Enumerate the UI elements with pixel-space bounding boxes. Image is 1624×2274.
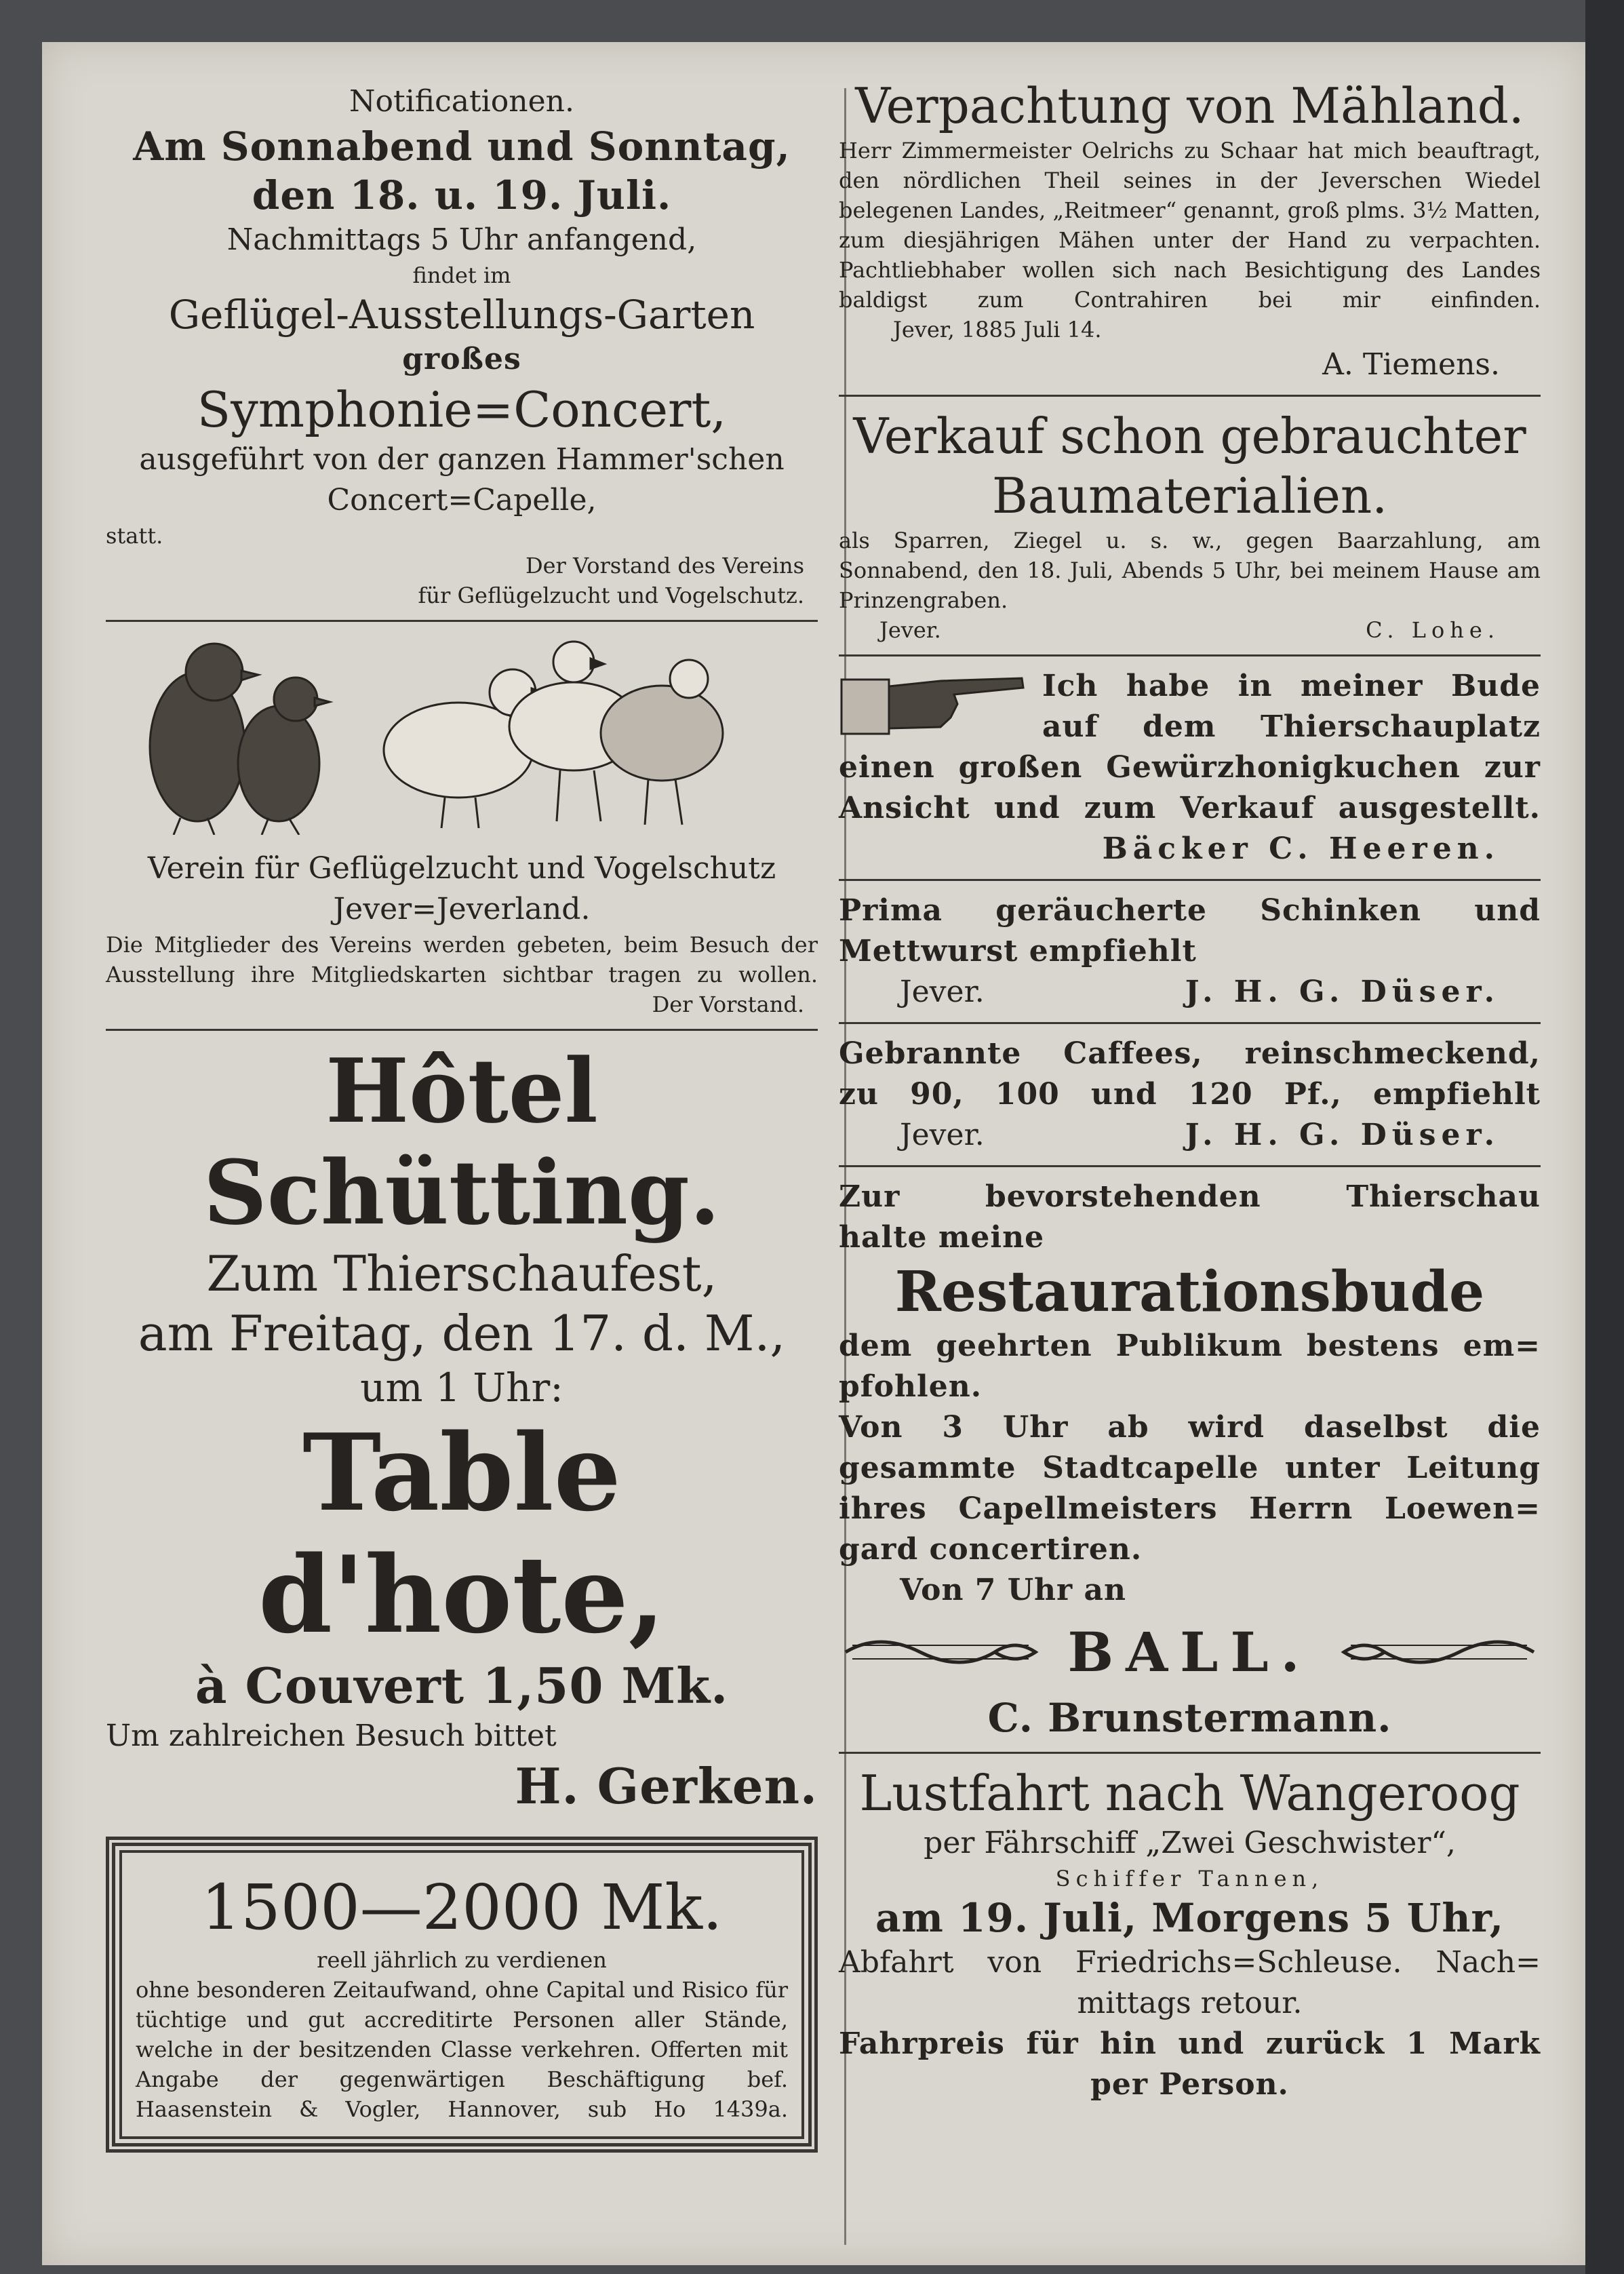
poultry-illustration <box>106 631 818 835</box>
pacht-sign: A. Tiemens. <box>1322 347 1500 382</box>
table-dhote: Table d'hote, <box>258 1411 665 1657</box>
ball-title: BALL. <box>1067 1620 1312 1684</box>
bude-text-top <box>1029 666 1541 747</box>
verein-sign: Der Vorstand. <box>652 992 804 1017</box>
income-sub: reell jährlich zu verdienen <box>317 1947 607 1973</box>
caffee-sign: J. H. G. Düser. <box>1185 1118 1500 1152</box>
schinken-place: Jever. <box>900 975 985 1009</box>
hotel-sign: H. Gerken. <box>515 1757 818 1815</box>
concert-findet: findet im <box>412 262 511 288</box>
pacht-date: Jever, 1885 Juli 14. <box>893 317 1102 342</box>
verein-body: Die Mitglieder des Vereins werden gebeten, beim Besuch der Ausstellung ihre Mitgliedskarten sichtbar tragen zu wollen. <box>106 932 818 987</box>
lustfahrt-title: Lustfahrt nach Wangeroog <box>859 1765 1520 1822</box>
caffee-place: Jever. <box>900 1118 985 1152</box>
pacht-title: Verpachtung von Mähland. <box>855 77 1524 134</box>
lustfahrt-line-1: per Fährschiff „Zwei Geschwister“, <box>924 1826 1456 1860</box>
restauration-title: Restaurationsbude <box>894 1259 1485 1325</box>
verein-title: Verein für Geflügelzucht und Vogelschutz <box>147 851 776 886</box>
lustfahrt-line-5: mittags retour. <box>1077 1986 1303 2020</box>
left-column <box>106 46 818 2153</box>
restauration-line-8: gard concertiren. <box>839 1532 1143 1567</box>
restauration-line-5: Von 3 Uhr ab wird daselbst die <box>839 1410 1541 1445</box>
bude-line-2: auf dem Thierschauplatz <box>1042 709 1541 744</box>
caffee-line-1: Gebrannte Caffees, reinschmeckend, <box>839 1036 1541 1071</box>
caffee-sign-row <box>839 1115 1541 1156</box>
ornament-right-icon <box>1337 1625 1541 1679</box>
pointing-hand-icon <box>839 666 1029 741</box>
schinken-line-1: Prima geräucherte Schinken und <box>839 893 1541 928</box>
concert-statt: statt. <box>106 523 163 549</box>
concert-title: Symphonie=Concert, <box>197 381 727 438</box>
restauration-line-2: halte meine <box>839 1220 1045 1255</box>
hotel-line-1: Zum Thierschaufest, <box>206 1245 717 1302</box>
restauration-line-4: pfohlen. <box>839 1369 983 1404</box>
restauration-line-7: ihres Capellmeisters Herrn Loewen= <box>839 1491 1541 1526</box>
divider <box>839 1752 1541 1754</box>
verkauf-body: als Sparren, Ziegel u. s. w., gegen Baarzahlung, am Sonnabend, den 18. Juli, Abends 5 Uhr, bei meinem Hause am Prinzengraben. <box>839 528 1541 613</box>
concert-capelle: Concert=Capelle, <box>327 483 597 517</box>
pacht-body: Herr Zimmermeister Oelrichs zu Schaar hat mich beauftragt, den nördlichen Theil seines in der Jeverschen Wiedel belegenen Landes, „Reitmeer“ genannt, groß plms. 3½ Matten, zum diesjährigen Mähen unter der Hand zu verpachten. <box>839 138 1541 253</box>
income-body: ohne besonderen Zeitaufwand, ohne Capital und Risico für tüchtige und gut accreditirte Personen aller Stände, welche in der besitzenden Classe verkehren. Offerten mit Angabe der gegenwärtigen Beschäftigung bef. Haasenstein & Vogler, Hannover, sub Ho 1439a. <box>136 1977 788 2122</box>
divider <box>106 1029 818 1031</box>
concert-venue: Geflügel-Ausstellungs-Garten <box>168 292 755 338</box>
income-advert-box <box>106 1837 818 2153</box>
hotel-name: Hôtel Schütting. <box>203 1039 721 1244</box>
hotel-line-2: am Freitag, den 17. d. M., <box>138 1305 786 1362</box>
restauration-sign: C. Brunstermann. <box>987 1695 1392 1741</box>
concert-grosses: großes <box>402 342 521 376</box>
restauration-line-1: Zur bevorstehenden Thierschau <box>839 1179 1541 1214</box>
concert-time: Nachmittags 5 Uhr anfangend, <box>226 222 697 257</box>
verein-place: Jever=Jeverland. <box>333 892 591 926</box>
divider <box>106 620 818 622</box>
lustfahrt-line-2: Schiffer Tannen, <box>1055 1866 1324 1891</box>
lustfahrt-line-6: Fahrpreis für hin und zurück 1 Mark <box>839 2026 1541 2061</box>
ornament-left-icon <box>839 1625 1042 1679</box>
bude-line-1: Ich habe in meiner Bude <box>1042 669 1541 703</box>
divider <box>839 395 1541 397</box>
divider <box>839 1165 1541 1167</box>
scan-edge <box>1585 0 1624 2274</box>
pacht-body-2: Pachtliebhaber wollen sich nach Besichtigung des Landes baldigst zum Contrahiren bei mir einfinden. <box>839 257 1541 313</box>
verkauf-sign-row <box>839 615 1541 645</box>
schinken-sign: J. H. G. Düser. <box>1185 975 1500 1009</box>
notifications-header: Notificationen. <box>349 84 574 119</box>
verkauf-place: Jever. <box>879 617 941 643</box>
concert-days: den 18. u. 19. Juli. <box>252 172 672 218</box>
lustfahrt-line-7: per Person. <box>1090 2067 1289 2102</box>
lustfahrt-line-4: Abfahrt von Friedrichs=Schleuse. Nach= <box>839 1945 1541 1980</box>
bude-line-4: Ansicht und zum Verkauf ausgestellt. <box>839 791 1541 825</box>
ball-row <box>839 1622 1541 1683</box>
caffee-line-2: zu 90, 100 und 120 Pf., empfiehlt <box>839 1077 1541 1112</box>
schinken-line-2: Mettwurst empfiehlt <box>839 934 1197 968</box>
concert-date-line: Am Sonnabend und Sonntag, <box>133 123 791 170</box>
bude-sign: Bäcker C. Heeren. <box>1102 831 1500 866</box>
verkauf-sign: C. Lohe. <box>1366 617 1500 643</box>
lustfahrt-line-3: am 19. Juli, Morgens 5 Uhr, <box>875 1895 1505 1941</box>
schinken-sign-row <box>839 972 1541 1013</box>
bude-advert <box>839 666 1541 747</box>
concert-sign-2: für Geflügelzucht und Vogelschutz. <box>418 583 804 608</box>
hotel-invite: Um zahlreichen Besuch bittet <box>106 1719 557 1753</box>
verkauf-title-1: Verkauf schon gebrauchter <box>853 408 1526 465</box>
restauration-line-3: dem geehrten Publikum bestens em= <box>839 1329 1541 1363</box>
concert-performer: ausgeführt von der ganzen Hammer'schen <box>139 442 785 477</box>
couvert-price: à Couvert 1,50 Mk. <box>195 1657 729 1714</box>
restauration-line-9: Von 7 Uhr an <box>900 1573 1127 1607</box>
bude-line-3: einen großen Gewürzhonigkuchen zur <box>839 750 1541 785</box>
income-headline: 1500—2000 Mk. <box>201 1871 723 1944</box>
hotel-line-3: um 1 Uhr: <box>360 1365 563 1411</box>
restauration-line-6: gesammte Stadtcapelle unter Leitung <box>839 1451 1541 1485</box>
divider <box>839 879 1541 881</box>
pigeons-and-chickens-image <box>106 631 818 835</box>
divider <box>839 1022 1541 1024</box>
verkauf-title-2: Baumaterialien. <box>991 467 1388 524</box>
divider <box>839 654 1541 656</box>
concert-sign-1: Der Vorstand des Vereins <box>525 553 804 579</box>
right-column <box>839 46 1541 2105</box>
